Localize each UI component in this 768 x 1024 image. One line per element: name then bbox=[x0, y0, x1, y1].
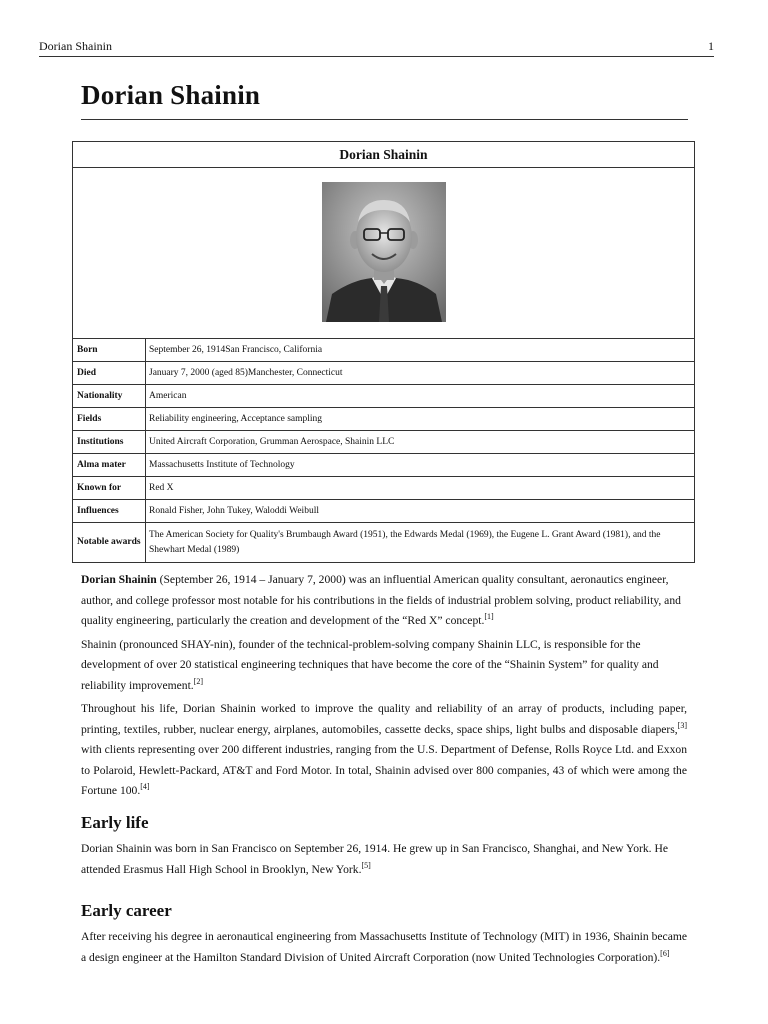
section-heading-early-life: Early life bbox=[81, 813, 149, 832]
infobox-row-born bbox=[73, 339, 695, 362]
paragraph-text: Shainin (pronounced SHAY-nin), founder of the technical-problem-solving company Shainin LLC, is responsible for the development of over 20 statistical engineering techniques that have become the core of the “Shainin System” for quality and reliability improvement. bbox=[81, 637, 659, 692]
infobox-value: Reliability engineering, Acceptance sampling bbox=[146, 408, 695, 431]
infobox-row-fields bbox=[73, 408, 695, 431]
infobox-row-known-for bbox=[73, 477, 695, 500]
paragraph-text: with clients representing over 200 different industries, ranging from the U.S. Department of Defense, Rolls Royce Ltd. and Exxon to Polaroid, Hewlett-Packard, AT&T and Ford Motor. In total, Shainin advised over 800 companies, 43 of which were among the Fortune 100. bbox=[81, 743, 687, 797]
infobox-row-institutions bbox=[73, 431, 695, 454]
infobox-value: Ronald Fisher, John Tukey, Waloddi Weibull bbox=[146, 500, 695, 523]
infobox-row-notable-awards bbox=[73, 523, 695, 563]
portrait-photo bbox=[322, 182, 446, 322]
paragraph-text: Dorian Shainin was born in San Francisco on September 26, 1914. He grew up in San Francisco, Shanghai, and New York. He attended Erasmus Hall High School in Brooklyn, New York. bbox=[81, 842, 669, 876]
intro-section bbox=[81, 570, 687, 802]
infobox-label: Died bbox=[73, 362, 146, 385]
infobox-row-alma-mater bbox=[73, 454, 695, 477]
citation-link[interactable]: [3] bbox=[677, 720, 687, 730]
page-number: 1 bbox=[708, 39, 714, 53]
infobox-photo-cell bbox=[73, 168, 695, 339]
infobox-label: Notable awards bbox=[73, 523, 146, 563]
intro-paragraph-2 bbox=[81, 635, 687, 697]
infobox-row-influences bbox=[73, 500, 695, 523]
early-life-paragraph bbox=[81, 839, 687, 880]
early-career-paragraph bbox=[81, 927, 687, 968]
infobox-value: Massachusetts Institute of Technology bbox=[146, 454, 695, 477]
subject-name: Dorian Shainin bbox=[81, 573, 157, 586]
infobox-label: Alma mater bbox=[73, 454, 146, 477]
running-header-title: Dorian Shainin bbox=[39, 39, 112, 53]
intro-paragraph-1 bbox=[81, 570, 687, 632]
infobox-row-nationality bbox=[73, 385, 695, 408]
infobox-value: The American Society for Quality's Brumbaugh Award (1951), the Edwards Medal (1969), the Eugene L. Grant Award (1981), and the Shewhart Medal (1989) bbox=[146, 523, 695, 563]
citation-link[interactable]: [6] bbox=[660, 948, 670, 958]
intro-paragraph-3 bbox=[81, 699, 687, 802]
running-header bbox=[39, 38, 714, 57]
page-title: Dorian Shainin bbox=[81, 80, 261, 110]
title-rule bbox=[81, 119, 688, 120]
infobox-value: American bbox=[146, 385, 695, 408]
early-life-section bbox=[81, 839, 687, 880]
citation-link[interactable]: [2] bbox=[193, 676, 204, 686]
infobox-title: Dorian Shainin bbox=[73, 142, 695, 168]
infobox-value: September 26, 1914San Francisco, California bbox=[146, 339, 695, 362]
infobox-label: Born bbox=[73, 339, 146, 362]
infobox-label: Influences bbox=[73, 500, 146, 523]
infobox-label: Institutions bbox=[73, 431, 146, 454]
infobox-label: Known for bbox=[73, 477, 146, 500]
early-career-section bbox=[81, 927, 687, 968]
infobox-value: January 7, 2000 (aged 85)Manchester, Connecticut bbox=[146, 362, 695, 385]
citation-link[interactable]: [5] bbox=[361, 860, 371, 870]
paragraph-text: After receiving his degree in aeronautical engineering from Massachusetts Institute of Technology (MIT) in 1936, Shainin became a design engineer at the Hamilton Standard Division of United Aircraft Corporation (now United Technologies Corporation). bbox=[81, 930, 687, 964]
citation-link[interactable]: [1] bbox=[484, 612, 494, 622]
infobox-value: Red X bbox=[146, 477, 695, 500]
paragraph-text: (September 26, 1914 – January 7, 2000) was an influential American quality consultant, aeronautics engineer, author, and college professor most notable for his contributions in the fields of industrial problem solving, product reliability, and quality engineering, particularly the creation and development of the “Red X” concept. bbox=[81, 573, 681, 627]
paragraph-text: Throughout his life, Dorian Shainin worked to improve the quality and reliability of an array of products, including paper, printing, textiles, rubber, nuclear energy, airplanes, automobiles, cassette decks, space ships, light bulbs and disposable diapers, bbox=[81, 702, 687, 736]
section-heading-early-career: Early career bbox=[81, 901, 172, 920]
infobox-label: Nationality bbox=[73, 385, 146, 408]
citation-link[interactable]: [4] bbox=[140, 782, 150, 792]
infobox-row-died bbox=[73, 362, 695, 385]
infobox-value: United Aircraft Corporation, Grumman Aerospace, Shainin LLC bbox=[146, 431, 695, 454]
infobox bbox=[72, 141, 695, 563]
infobox-label: Fields bbox=[73, 408, 146, 431]
